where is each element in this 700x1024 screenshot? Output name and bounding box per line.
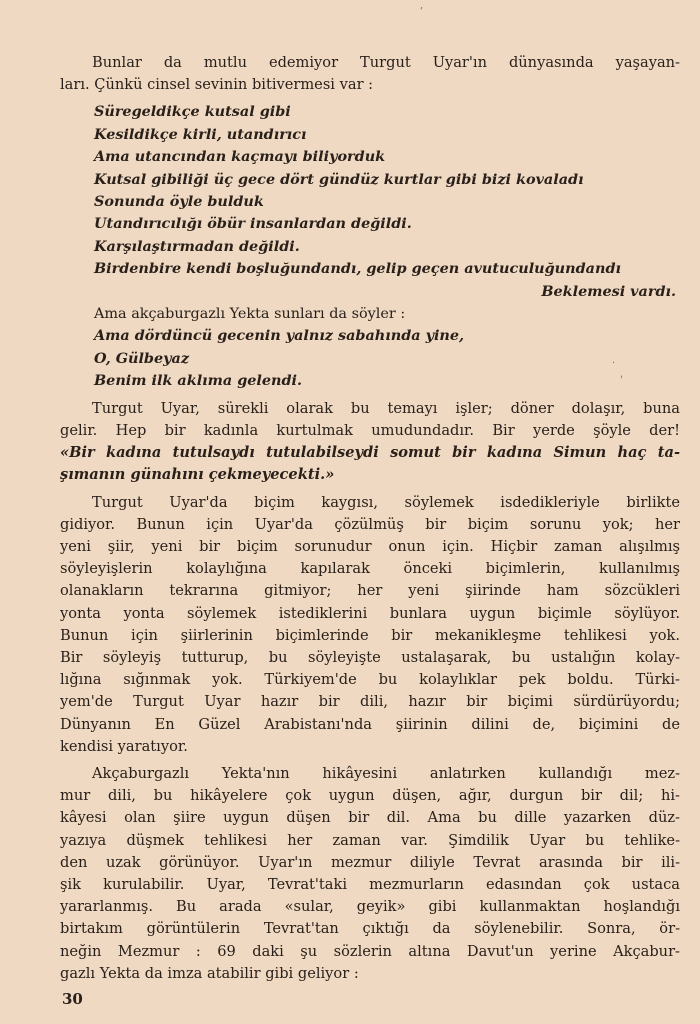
text-line: kendisi yaratıyor. — [60, 737, 188, 755]
poem-line: O, Gülbeyaz — [94, 349, 190, 367]
text-line: olanakların tekrarına gitmiyor; her yeni şiirinde ham sözcükleri — [60, 582, 680, 600]
poem-line: Utandırıcılığı öbür insanlardan değildi. — [94, 215, 412, 233]
poem-line: Süregeldikçe kutsal gibi — [94, 103, 291, 121]
text-line: kâyesi olan şiire uygun düşen bir dil. Ama bu dille yazarken düz- — [60, 809, 680, 827]
print-speck: · — [612, 358, 616, 369]
text-line: lığına sığınmak yok. Türkiyem'de bu kolaylıklar pek boldu. Türki- — [60, 671, 680, 689]
text-line: neğin Mezmur : 69 daki şu sözlerin altına Davut'un yerine Akçabur- — [60, 942, 680, 960]
text-line: ları. Çünkü cinsel sevinin bitivermesi var : — [60, 76, 374, 94]
text-line: den uzak görünüyor. Uyar'ın mezmur diliyle Tevrat arasında bir ili- — [60, 853, 680, 871]
text-line: yem'de Turgut Uyar hazır bir dili, hazır bir biçimi sürdürüyordu; — [60, 693, 680, 711]
text-line: Turgut Uyar, sürekli olarak bu temayı işler; döner dolaşır, buna — [92, 399, 680, 417]
text-line: «Bir kadına tutulsaydı tutulabilseydi somut bir kadına Simun haç ta- — [60, 444, 680, 462]
text-line: yararlanmış. Bu arada «sular, geyik» gibi kullanmaktan hoşlandığı — [60, 898, 680, 916]
text-line: Turgut Uyar'da biçim kaygısı, söylemek isdedikleriyle birlikte — [92, 493, 680, 511]
page-number: 30 — [62, 990, 83, 1008]
poem-line: Karşılaştırmadan değildi. — [94, 237, 300, 255]
text-line: yonta yonta söylemek istediklerini bunlara uygun biçimle söylüyor. — [60, 604, 680, 622]
poem-line: Sonunda öyle bulduk — [94, 193, 264, 211]
text-line: mur dili, bu hikâyelere çok uygun düşen, ağır, durgun bir dil; hi- — [60, 787, 680, 805]
text-line: gazlı Yekta da imza atabilir gibi geliyor : — [60, 964, 359, 982]
poem-intro: Ama akçaburgazlı Yekta sunları da söyler : — [94, 306, 406, 323]
text-line: birtakım görüntülerin Tevrat'tan çıktığı da söylenebilir. Sonra, ör- — [60, 920, 680, 938]
poem-line: Kesildikçe kirli, utandırıcı — [94, 125, 307, 143]
paragraph-3 — [60, 492, 680, 758]
poem-line: Benim ilk aklıma gelendi. — [94, 372, 303, 390]
text-line: Bunlar da mutlu edemiyor Turgut Uyar'ın dünyasında yaşayan- — [92, 54, 680, 71]
text-line: yeni şiir, yeni bir biçim sorunudur onun için. Hiçbir zaman alışılmış — [60, 537, 680, 555]
print-speck: , — [420, 0, 424, 11]
text-line: söyleyişlerin kolaylığına kapılarak önceki biçimlerin, kullanılmış — [60, 560, 680, 578]
poem-line-right: Beklemesi vardı. — [541, 282, 676, 300]
poem-line: Ama dördüncü gecenin yalnız sabahında yine, — [94, 327, 465, 345]
paragraph-1 — [60, 52, 680, 96]
poem-excerpt-1 — [94, 101, 680, 392]
paragraph-4 — [60, 763, 680, 985]
text-line: Dünyanın En Güzel Arabistanı'nda şiirinin dilini de, biçimini de — [60, 715, 680, 733]
text-line: Akçaburgazlı Yekta'nın hikâyesini anlatırken kullandığı mez- — [92, 764, 680, 782]
poem-line: Ama utancından kaçmayı biliyorduk — [94, 148, 386, 166]
page-body — [60, 52, 680, 985]
text-line: şik kurulabilir. Uyar, Tevrat'taki mezmurların edasından çok ustaca — [60, 875, 680, 893]
text-line: gelir. Hep bir kadınla kurtulmak umudundadır. Bir yerde şöyle der! — [60, 421, 680, 439]
paragraph-2 — [60, 398, 680, 487]
text-line: gidiyor. Bunun için Uyar'da çözülmüş bir biçim sorunu yok; her — [60, 515, 680, 533]
poem-line: Birdenbire kendi boşluğundandı, gelip geçen avutuculuğundandı — [94, 260, 621, 278]
text-line: şımanın günahını çekmeyecekti.» — [60, 466, 335, 484]
text-line: Bir söyleyiş tutturup, bu söyleyişte ustalaşarak, bu ustalığın kolay- — [60, 648, 680, 666]
print-speck: ' — [620, 375, 623, 386]
text-line: Bunun için şiirlerinin biçimlerinde bir mekanikleşme tehlikesi yok. — [60, 626, 680, 644]
poem-line: Kutsal gibiliği üç gece dört gündüz kurtlar gibi bizi kovaladı — [94, 170, 584, 188]
text-line: yazıya düşmek tehlikesi her zaman var. Şimdilik Uyar bu tehlike- — [60, 831, 680, 849]
